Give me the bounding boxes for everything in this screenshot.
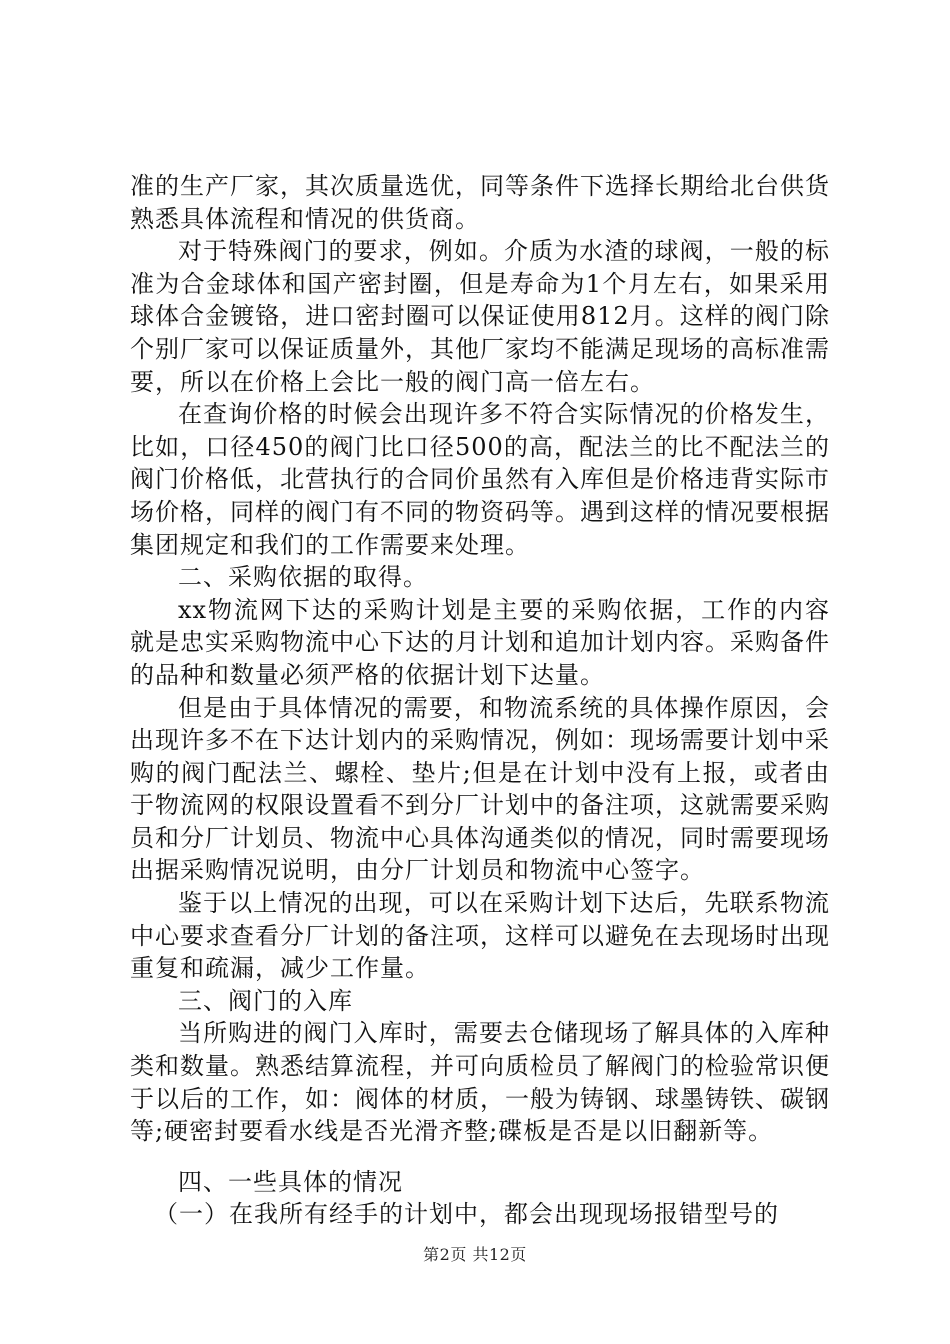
section-heading-2: 二、采购依据的取得。 — [178, 563, 428, 592]
page-number-footer: 第2页 共12页 — [423, 1245, 527, 1264]
paragraph-contact-logistics: 鉴于以上情况的出现，可以在采购计划下达后，先联系物流中心要求查看分厂计划的备注项，这样可以避免在去现场时出现重复和疏漏，减少工作量。 — [130, 889, 830, 983]
section-heading-4: 四、一些具体的情况 — [178, 1167, 403, 1196]
section-heading-3: 三、阀门的入库 — [178, 986, 353, 1015]
paragraph-warehousing: 当所购进的阀门入库时，需要去仓储现场了解具体的入库种类和数量。熟悉结算流程，并可向质检员了解阀门的检验常识便于以后的工作，如：阀体的材质，一般为铸钢、球墨铸铁、碳钢等;硬密封要看水线是否光滑齐整;碟板是否是以旧翻新等。 — [130, 1019, 830, 1146]
paragraph-special-valves: 对于特殊阀门的要求，例如。介质为水渣的球阀，一般的标准为合金球体和国产密封圈，但是寿命为1个月左右，如果采用球体合金镀铬，进口密封圈可以保证使用812月。这样的阀门除个别厂家可以保证质量外，其他厂家均不能满足现场的高标准需要，所以在价格上会比一般的阀门高一倍左右。 — [130, 237, 830, 396]
paragraph-price-inquiry: 在查询价格的时候会出现许多不符合实际情况的价格发生，比如，口径450的阀门比口径500的高，配法兰的比不配法兰的阀门价格低，北营执行的合同价虽然有入库但是价格违背实际市场价格，同样的阀门有不同的物资码等。遇到这样的情况要根据集团规定和我们的工作需要来处理。 — [130, 400, 830, 559]
paragraph-case-one: （一）在我所有经手的计划中，都会出现现场报错型号的 — [154, 1200, 779, 1229]
document-body — [130, 170, 830, 1231]
paragraph-procurement-basis: xx物流网下达的采购计划是主要的采购依据，工作的内容就是忠实采购物流中心下达的月计划和追加计划内容。采购备件的品种和数量必须严格的依据计划下达量。 — [130, 595, 830, 689]
paragraph-continuation: 准的生产厂家，其次质量选优，同等条件下选择长期给北台供货熟悉具体流程和情况的供货商。 — [130, 172, 830, 233]
paragraph-unplanned-purchases: 但是由于具体情况的需要，和物流系统的具体操作原因，会出现许多不在下达计划内的采购情况，例如：现场需要计划中采购的阀门配法兰、螺栓、垫片;但是在计划中没有上报，或者由于物流网的权限设置看不到分厂计划中的备注项，这就需要采购员和分厂计划员、物流中心具体沟通类似的情况，同时需要现场出据采购情况说明，由分厂计划员和物流中心签字。 — [130, 693, 830, 885]
